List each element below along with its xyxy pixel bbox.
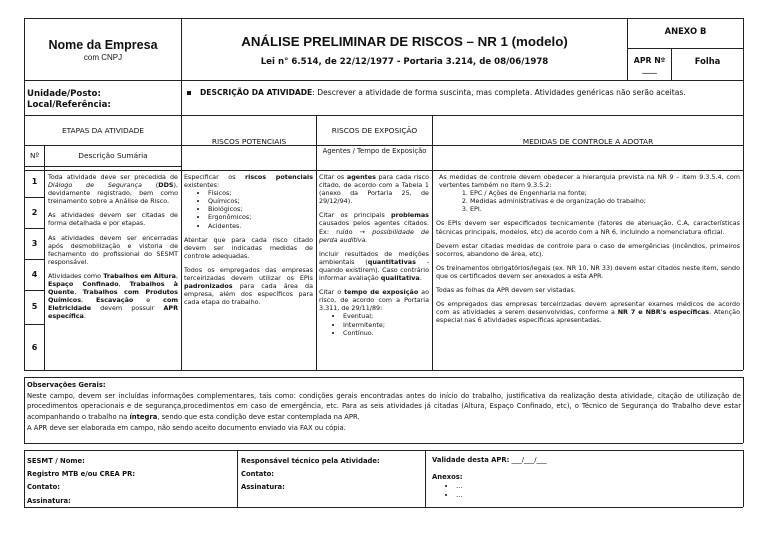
observations-text: Neste campo, devem ser incluídas informações complementares, tais como: condições gerais encontradas antes do início do trabalho, justificativa da realização desta atividade, citação de utilização de procedimentos operacionais e de segurança,procedimentos em caso de emergência, etc. Para as seis atividades já citadas (Altura, Espaço Confinado, etc), o Técnico de Segurança do Trabalho deve estar acompanhando o trabalho na íntegra, sendo que esta condição deve estar contemplada na APR.	[27, 391, 741, 422]
list-item: • Químicos;	[208, 197, 313, 205]
sesmt-contact-field[interactable]: Contato:	[27, 483, 60, 492]
responsible-signature-field[interactable]: Assinatura:	[241, 483, 285, 492]
company-name: Nome da Empresa	[48, 38, 158, 52]
responsible-contact-field[interactable]: Contato:	[241, 470, 274, 479]
validity-date-field[interactable]: ___/___/___	[509, 456, 547, 464]
list-item: • Ergonômicos;	[208, 213, 313, 221]
row-number: 4	[31, 270, 38, 279]
row-number: 1	[31, 177, 38, 186]
responsible-block	[241, 455, 423, 495]
list-item: 3. EPI.	[470, 205, 740, 213]
sesmt-block	[27, 455, 235, 508]
row-number: 5	[31, 302, 38, 311]
list-item: 1. EPC / Ações de Engenharia na fonte;	[470, 189, 740, 197]
list-item: • Intermitente;	[343, 321, 429, 329]
summary-header: Descrição Sumária	[78, 151, 148, 160]
row-number: 3	[31, 239, 38, 248]
observations-title: Observações Gerais:	[27, 381, 106, 389]
sheet-label: Folha	[694, 56, 721, 66]
row-number: 2	[31, 208, 38, 217]
risks-description: Especificar os riscos potenciais existentes: • Físicos; • Químicos; • Biológicos; • Ergonômicos; • Acidentes. Atentar que para cada risco citado devem ser indicadas medidas de controle adequadas. Todos os empregados das empresas terceirizadas devem utilizar os EPIs padronizados para cada área da empresa, além dos específicos para cada etapa do trabalho.	[184, 173, 313, 306]
list-item: • Físicos;	[208, 189, 313, 197]
number-header: Nº	[29, 151, 39, 160]
sesmt-name-field[interactable]: SESMT / Nome:	[27, 457, 85, 465]
company-cnpj: com CNPJ	[83, 53, 123, 62]
stages-description: Toda atividade deve ser precedida de Diálogo de Segurança (DDS), devidamente registrado, bem como treinamento sobre a Análise de Risco. As atividades devem ser citadas de forma detalhada e por etapas. As atividades devem ser encerradas após desmobilização e vistoria de fechamento do profissional do SESMT responsável. Atividades como Trabalhos em Altura, Espaço Confinado, Trabalhos à Quente, Trabalhos com Produtos Químicos, Escavação e com Eletricidade devem possuir APR específica.	[48, 173, 179, 321]
risk-types-list	[184, 189, 313, 229]
annexes-list	[432, 482, 740, 500]
list-item: • Eventual;	[343, 312, 429, 320]
legal-reference: Lei n° 6.514, de 22/12/1977 - Portaria 3.214, de 08/06/1978	[260, 57, 549, 67]
list-item: 2. Medidas administrativas e de organização do trabalho;	[470, 197, 740, 205]
exposure-description: Citar os agentes para cada risco citado, de acordo com a Tabela 1 (anexo da Portaria 25, de 29/12/94). Citar os principais problemas causados pelos agentes citados. Ex: ruído → possibilidade de perda auditiva. Incluir resultados de medições ambientais (quantitativas - quando existirem). Caso contrário informar avaliação qualitativa. Citar o tempo de exposição ao risco, de acordo com a Portaria 3.311, de 29/11/89: • Eventual; • Intermitente; • Contínuo.	[319, 173, 429, 337]
exposure-time-list	[319, 312, 429, 336]
list-item[interactable]: • ...	[456, 491, 740, 500]
control-hierarchy-list	[436, 189, 740, 213]
validity-block	[432, 455, 740, 500]
validity-label: Validade desta APR:	[432, 456, 510, 464]
bullet-icon	[187, 91, 191, 95]
unit-field[interactable]: Unidade/Posto:	[27, 89, 101, 99]
observations-note: A APR deve ser elaborada em campo, não sendo aceito documento enviado via FAX ou cópia.	[27, 423, 346, 432]
control-header: MEDIDAS DE CONTROLE A ADOTAR	[522, 137, 654, 146]
document-title: ANÁLISE PRELIMINAR DE RISCOS – NR 1 (modelo)	[241, 34, 568, 49]
list-item: • Contínuo.	[343, 329, 429, 337]
exposure-header: RISCOS DE EXPOSIÇÃO	[331, 126, 418, 135]
risks-header: RISCOS POTENCIAIS	[211, 137, 287, 146]
company-block	[25, 38, 181, 63]
activity-description[interactable]	[187, 86, 739, 100]
local-reference-field[interactable]: Local/Referência:	[27, 100, 111, 110]
control-description: As medidas de controle devem obedecer a hierarquia prevista na NR 9 – item 9.3.5.4, com vertentes também no item 9.3.5.2: 1. EPC / Ações de Engenharia na fonte; 2. Medidas administrativas e de organização do trabalho; 3. EPI. Os EPIs devem ser especificados tecnicamente (fatores de atenuação, C.A, características técnicas principais, modelos, etc) de acordo com a NR 6, incluindo a nomenclatura oficial. Devem estar citadas medidas de controle para o caso de emergências (incêndios, primeiros socorros, abandono de área, etc). Os treinamentos obrigatórios/legais (ex. NR 10, NR 33) devem estar citados neste item, sendo que os certificados devem ser anexados a esta APR. Todas as folhas da APR devem ser vistadas. Os empregados das empresas terceirizadas devem apresentar exames médicos de acordo com as atividades a serem desenvolvidas, conforme a NR 7 e NBR's específicas. Atenção especial nas 6 atividades específicas apresentadas.	[436, 173, 740, 324]
apr-number-label: APR Nº	[633, 56, 666, 65]
observations-section[interactable]	[27, 380, 741, 434]
sesmt-signature-field[interactable]: Assinatura:	[27, 496, 71, 505]
responsible-name-field[interactable]: Responsável técnico pela Atividade:	[241, 457, 380, 465]
exposure-subheader: Agentes / Tempo de Exposição	[322, 147, 427, 155]
row-number: 6	[31, 343, 38, 352]
stages-header: ETAPAS DA ATIVIDADE	[61, 126, 145, 135]
activity-text: : Descrever a atividade de forma suscinta, mas completa. Atividades genéricas não serão aceitas.	[312, 88, 686, 97]
annexes-label: Anexos:	[432, 473, 463, 481]
list-item: • Biológicos;	[208, 205, 313, 213]
apr-number-field[interactable]: ____	[642, 65, 657, 74]
list-item[interactable]: • ...	[456, 482, 740, 491]
registration-field[interactable]: Registro MTB e/ou CREA PR:	[27, 470, 136, 479]
activity-label: DESCRIÇÃO DA ATIVIDADE	[200, 88, 313, 97]
annex-label: ANEXO B	[664, 26, 707, 36]
list-item: • Acidentes.	[208, 222, 313, 230]
